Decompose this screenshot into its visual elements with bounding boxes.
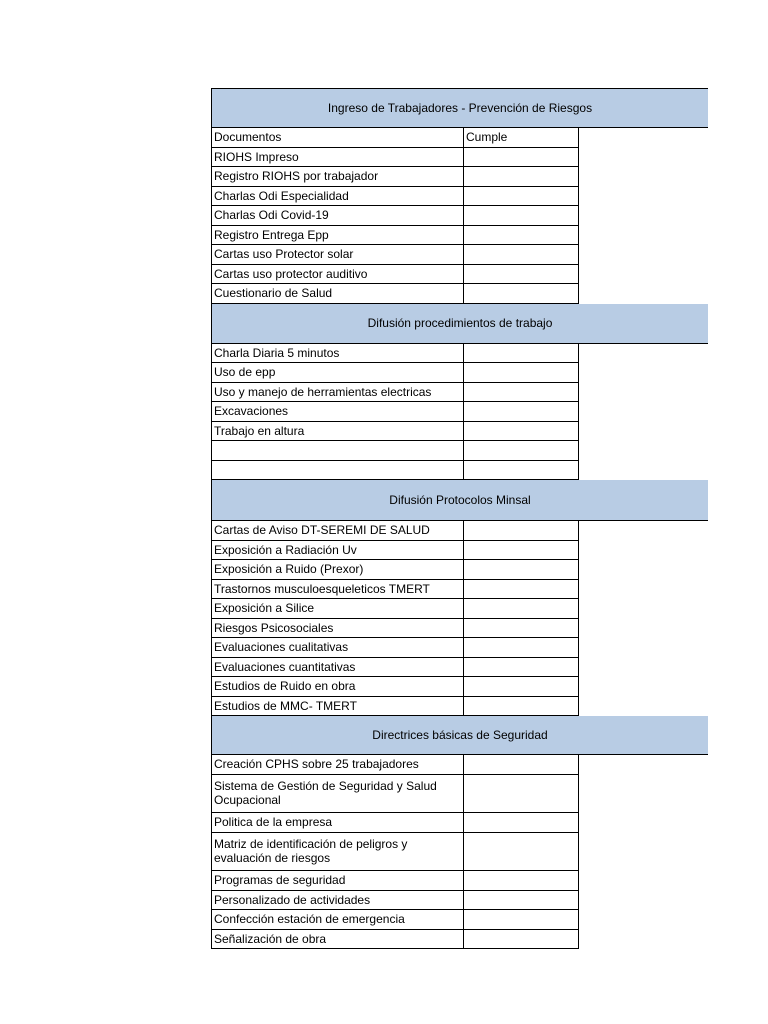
row-label: Cartas uso Protector solar: [212, 245, 464, 264]
cumple-cell[interactable]: [464, 677, 579, 696]
row-label: Charlas Odi Especialidad: [212, 187, 464, 206]
section-title-directrices: Directrices básicas de Seguridad: [211, 716, 708, 755]
cumple-cell[interactable]: [464, 167, 579, 186]
cumple-cell[interactable]: [464, 910, 579, 929]
cumple-cell[interactable]: [464, 245, 579, 264]
table-row: [212, 677, 579, 697]
cumple-cell[interactable]: [464, 930, 579, 949]
table-row: [212, 284, 579, 304]
table-row: [212, 441, 579, 461]
cumple-cell[interactable]: [464, 599, 579, 618]
row-label: Cuestionario de Salud: [212, 284, 464, 303]
table-row: [212, 148, 579, 168]
row-label: Exposición a Silice: [212, 599, 464, 618]
table-row: [212, 226, 579, 246]
cumple-cell[interactable]: [464, 422, 579, 441]
row-label: Matriz de identificación de peligros y evaluación de riesgos: [212, 833, 464, 871]
table-row: [212, 658, 579, 678]
row-label: Excavaciones: [212, 402, 464, 421]
table-row: [212, 363, 579, 383]
row-label: Trastornos musculoesqueleticos TMERT: [212, 580, 464, 599]
cumple-cell[interactable]: [464, 560, 579, 579]
row-label: [212, 441, 464, 460]
cumple-cell[interactable]: [464, 891, 579, 910]
table-row: [212, 871, 579, 891]
table-row: [212, 580, 579, 600]
table-row: [212, 560, 579, 580]
row-label: Riesgos Psicosociales: [212, 619, 464, 638]
table-row: [212, 833, 579, 872]
table-row: [212, 599, 579, 619]
cumple-cell[interactable]: [464, 461, 579, 480]
section-table-directrices: [211, 754, 579, 949]
section-title-minsal: Difusión Protocolos Minsal: [211, 480, 708, 521]
row-label: Evaluaciones cualitativas: [212, 638, 464, 657]
cumple-cell[interactable]: [464, 363, 579, 382]
table-row: [212, 187, 579, 207]
cumple-cell[interactable]: [464, 541, 579, 560]
cumple-cell[interactable]: [464, 775, 579, 813]
section-table-ingreso: [211, 128, 579, 304]
table-row: [212, 541, 579, 561]
row-label: Cartas uso protector auditivo: [212, 265, 464, 284]
row-label: Exposición a Ruido (Prexor): [212, 560, 464, 579]
row-label: Programas de seguridad: [212, 871, 464, 890]
row-label: Trabajo en altura: [212, 422, 464, 441]
table-row: [212, 891, 579, 911]
row-label: Personalizado de actividades: [212, 891, 464, 910]
cumple-cell[interactable]: [464, 871, 579, 890]
section-table-minsal: [211, 520, 579, 716]
table-row: [212, 245, 579, 265]
table-row: [212, 619, 579, 639]
table-row: [212, 167, 579, 187]
cumple-cell[interactable]: [464, 441, 579, 460]
cumple-cell[interactable]: [464, 284, 579, 303]
row-label: Politica de la empresa: [212, 813, 464, 832]
row-label: Cartas de Aviso DT-SEREMI DE SALUD: [212, 521, 464, 540]
column-header-cumple: Cumple: [464, 128, 579, 147]
table-row: [212, 930, 579, 950]
table-row: [212, 383, 579, 403]
row-label: Señalización de obra: [212, 930, 464, 949]
row-label: [212, 461, 464, 480]
cumple-cell[interactable]: [464, 755, 579, 774]
table-row: [212, 697, 579, 717]
cumple-cell[interactable]: [464, 402, 579, 421]
cumple-cell[interactable]: [464, 619, 579, 638]
row-label: Creación CPHS sobre 25 trabajadores: [212, 755, 464, 774]
section-table-procedimientos: [211, 343, 579, 481]
row-label: Confección estación de emergencia: [212, 910, 464, 929]
row-label: Sistema de Gestión de Seguridad y Salud Ocupacional: [212, 775, 464, 813]
cumple-cell[interactable]: [464, 833, 579, 871]
cumple-cell[interactable]: [464, 206, 579, 225]
table-header-row: [212, 128, 579, 148]
table-row: [212, 402, 579, 422]
table-row: [212, 265, 579, 285]
table-row: [212, 755, 579, 775]
row-label: Evaluaciones cuantitativas: [212, 658, 464, 677]
row-label: Uso de epp: [212, 363, 464, 382]
cumple-cell[interactable]: [464, 344, 579, 363]
row-label: Estudios de Ruido en obra: [212, 677, 464, 696]
cumple-cell[interactable]: [464, 226, 579, 245]
row-label: Registro Entrega Epp: [212, 226, 464, 245]
checklist-sheet: [211, 88, 708, 949]
section-title-ingreso: Ingreso de Trabajadores - Prevención de Riesgos: [211, 88, 708, 128]
cumple-cell[interactable]: [464, 265, 579, 284]
table-row: [212, 910, 579, 930]
table-row: [212, 521, 579, 541]
row-label: RIOHS Impreso: [212, 148, 464, 167]
cumple-cell[interactable]: [464, 697, 579, 716]
cumple-cell[interactable]: [464, 638, 579, 657]
section-title-procedimientos: Difusión procedimientos de trabajo: [211, 304, 708, 344]
table-row: [212, 422, 579, 442]
column-header-documentos: Documentos: [212, 128, 464, 147]
table-row: [212, 344, 579, 364]
cumple-cell[interactable]: [464, 148, 579, 167]
table-row: [212, 775, 579, 814]
cumple-cell[interactable]: [464, 521, 579, 540]
cumple-cell[interactable]: [464, 658, 579, 677]
table-row: [212, 206, 579, 226]
table-row: [212, 813, 579, 833]
cumple-cell[interactable]: [464, 580, 579, 599]
cumple-cell[interactable]: [464, 813, 579, 832]
row-label: Uso y manejo de herramientas electricas: [212, 383, 464, 402]
cumple-cell[interactable]: [464, 187, 579, 206]
row-label: Exposición a Radiación Uv: [212, 541, 464, 560]
row-label: Registro RIOHS por trabajador: [212, 167, 464, 186]
cumple-cell[interactable]: [464, 383, 579, 402]
row-label: Estudios de MMC- TMERT: [212, 697, 464, 716]
table-row: [212, 461, 579, 481]
row-label: Charla Diaria 5 minutos: [212, 344, 464, 363]
row-label: Charlas Odi Covid-19: [212, 206, 464, 225]
table-row: [212, 638, 579, 658]
